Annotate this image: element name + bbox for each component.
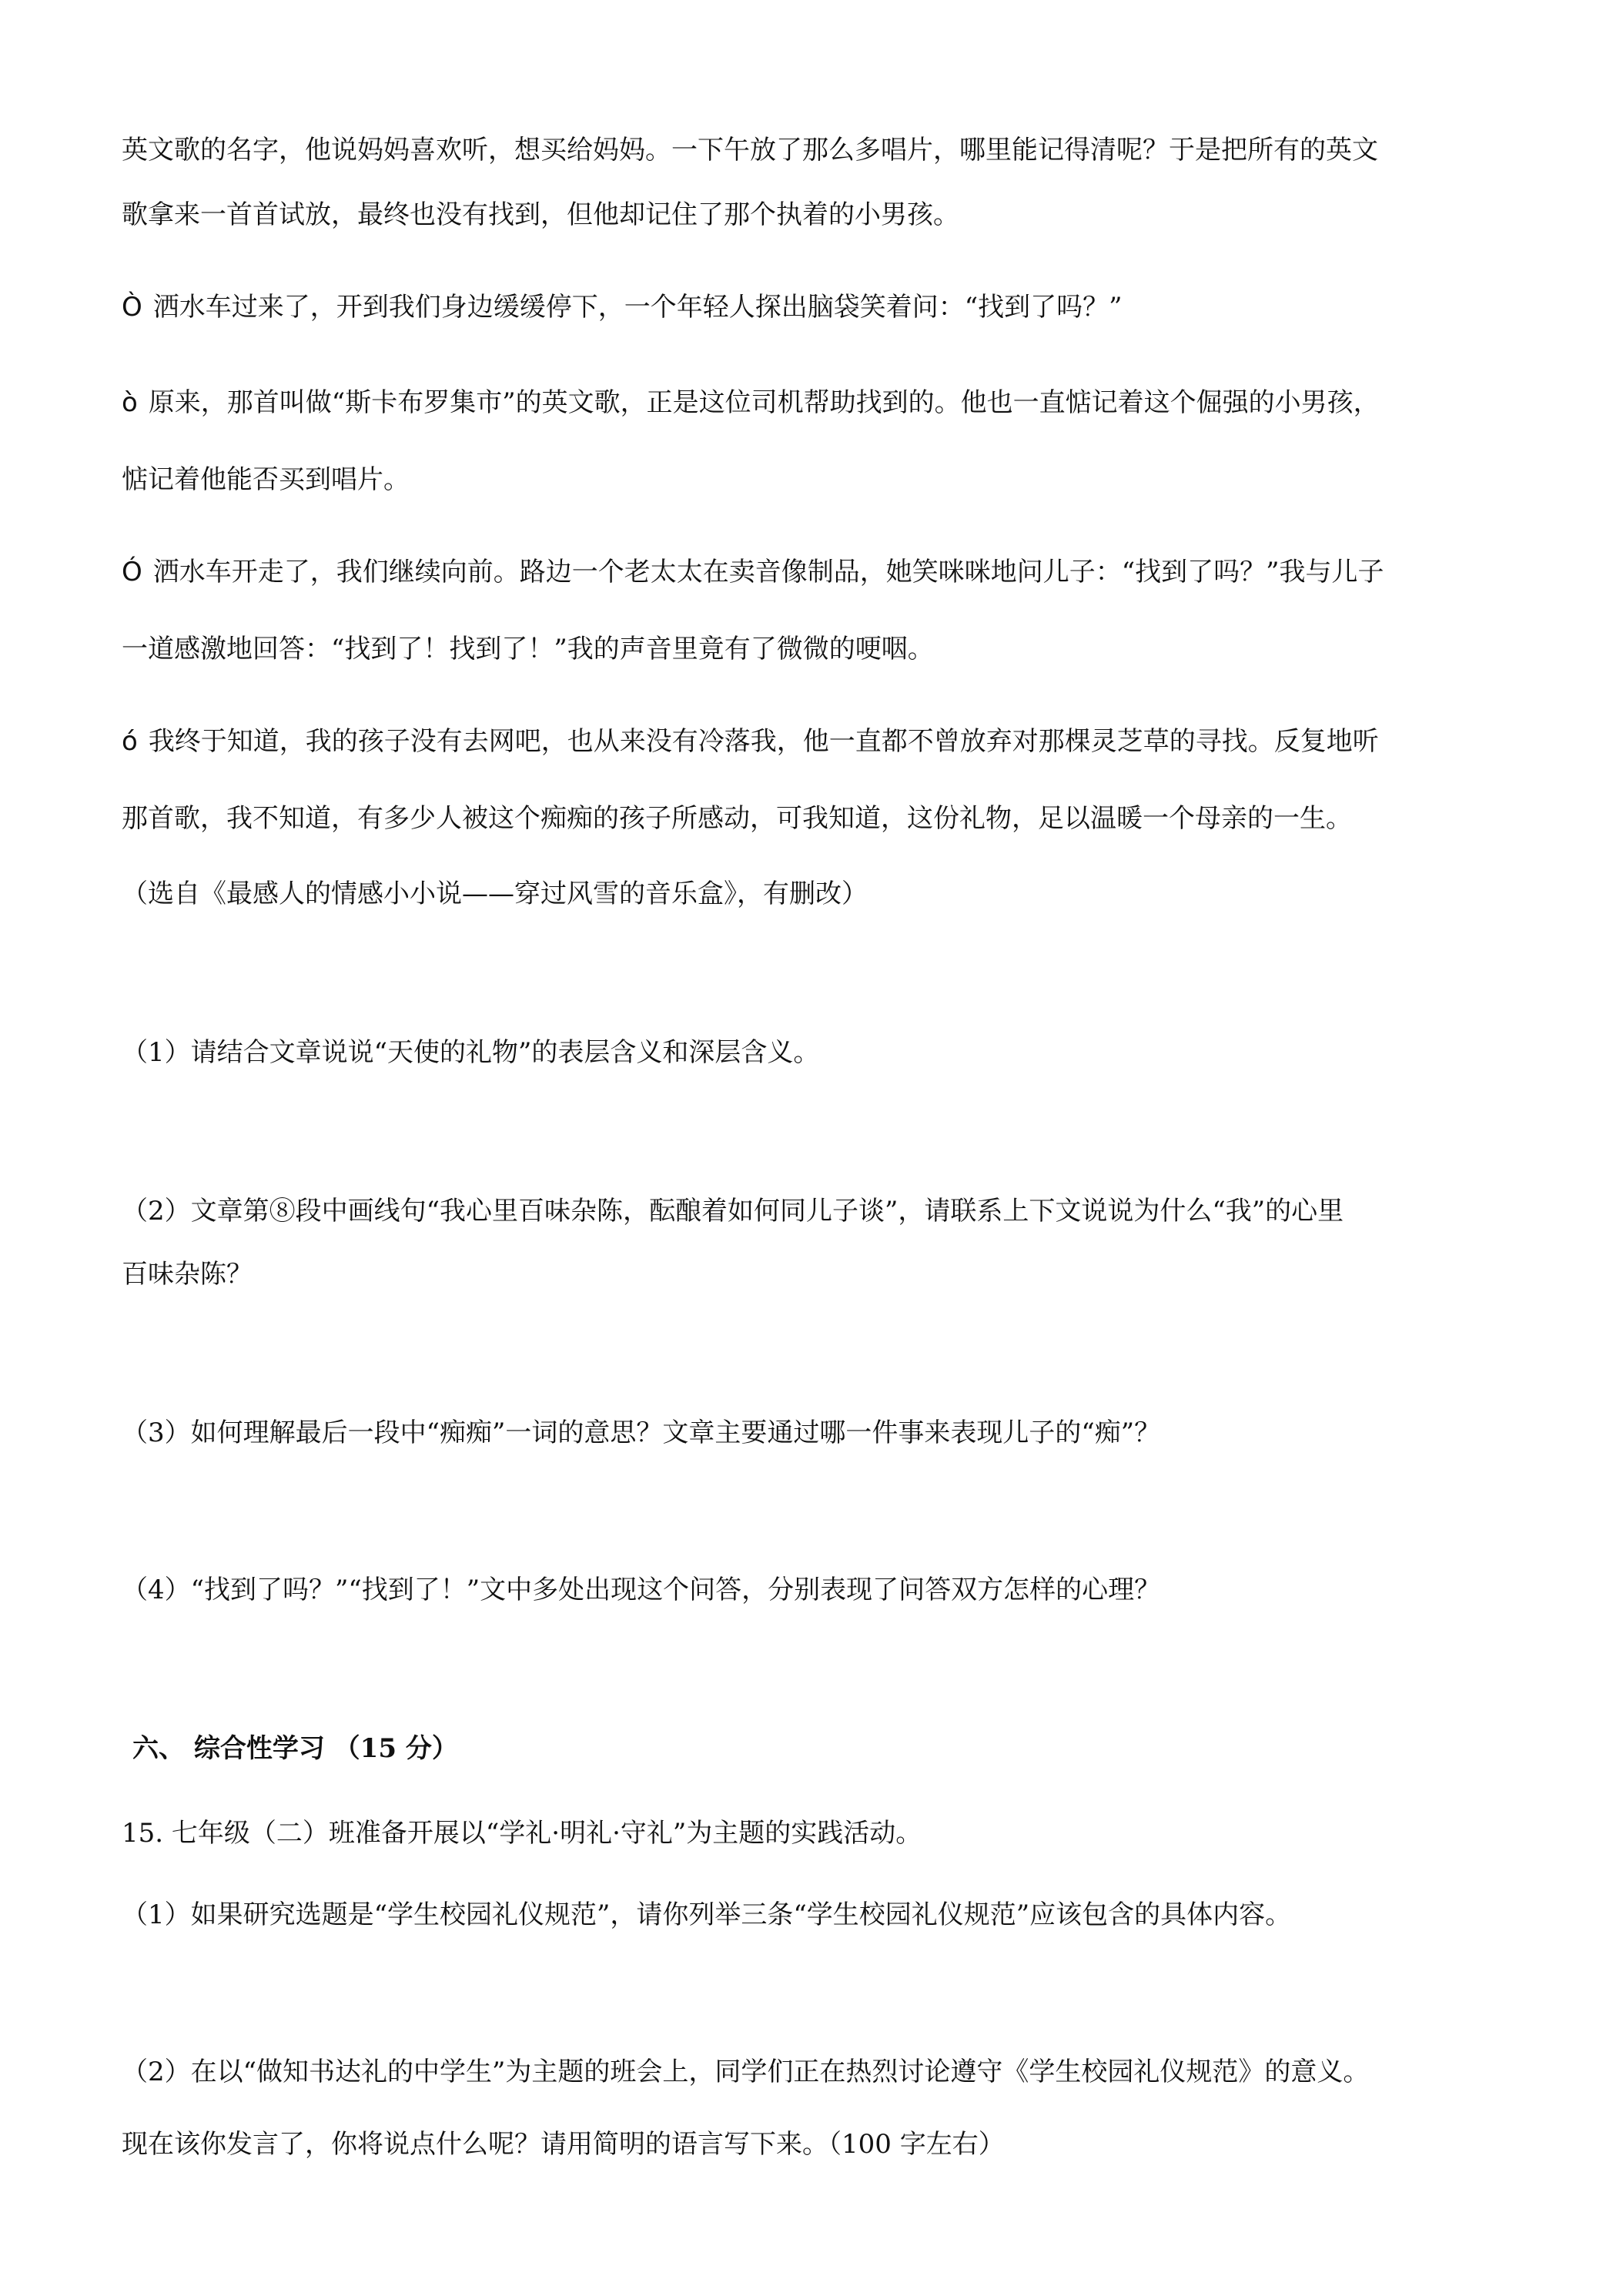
question-4: （4）“找到了吗？”“找到了！”文中多处出现这个问答，分别表现了问答双方怎样的心理？: [122, 1575, 1161, 1605]
paragraph-15-line-2: 一道感激地回答：“找到了！找到了！”我的声音里竟有了微微的哽咽。: [122, 634, 934, 664]
paragraph-13: [122, 292, 1123, 323]
paragraph-text: 洒水车开走了，我们继续向前。路边一个老太太在卖音像制品，她笑咪咪地问儿子：“找到了吗？”我与儿子: [152, 557, 1384, 587]
question-15-1: （1）如果研究选题是“学生校园礼仪规范”，请你列举三条“学生校园礼仪规范”应该包含的具体内容。: [122, 1899, 1292, 1930]
paragraph-text: 原来，那首叫做“斯卡布罗集市”的英文歌，正是这位司机帮助找到的。他也一直惦记着这个倔强的小男孩，: [148, 387, 1380, 418]
question-15-2-line-2: 现在该你发言了，你将说点什么呢？请用简明的语言写下来。（100 字左右）: [122, 2129, 1005, 2160]
question-15: 15. 七年级（二）班准备开展以“学礼·明礼·守礼”为主题的实践活动。: [122, 1818, 922, 1849]
question-2-line-2: 百味杂陈？: [122, 1259, 253, 1290]
paragraph-16-line-2: 那首歌，我不知道，有多少人被这个痴痴的孩子所感动，可我知道，这份礼物，足以温暖一个母亲的一生。: [122, 803, 1352, 834]
question-15-2-line-1: （2）在以“做知书达礼的中学生”为主题的班会上，同学们正在热烈讨论遵守《学生校园礼仪规范》的意义。: [122, 2057, 1370, 2087]
paragraph-15-line-1: [122, 559, 1384, 585]
paragraph-14-line-1: [122, 387, 1380, 418]
paragraph-number: Ò: [122, 292, 142, 323]
paragraph-number: ò: [122, 387, 138, 418]
paragraph-14-line-2: 惦记着他能否买到唱片。: [122, 464, 410, 495]
paragraph-text: 我终于知道，我的孩子没有去网吧，也从来没有冷落我，他一直都不曾放弃对那棵灵芝草的寻找。反复地听: [148, 726, 1379, 757]
paragraph-intro-line-2: 歌拿来一首首试放，最终也没有找到，但他却记住了那个执着的小男孩。: [122, 199, 959, 230]
section-heading: 六、 综合性学习 （15 分）: [132, 1733, 458, 1764]
paragraph-number: Ó: [122, 557, 142, 587]
question-1: （1）请结合文章说说“天使的礼物”的表层含义和深层含义。: [122, 1037, 820, 1068]
question-3: （3）如何理解最后一段中“痴痴”一词的意思？文章主要通过哪一件事来表现儿子的“痴”？: [122, 1417, 1161, 1448]
paragraph-text: 洒水车过来了，开到我们身边缓缓停下，一个年轻人探出脑袋笑着问：“找到了吗？”: [152, 292, 1123, 323]
paragraph-intro-line-1: 英文歌的名字，他说妈妈喜欢听，想买给妈妈。一下午放了那么多唱片，哪里能记得清呢？于是把所有的英文: [122, 135, 1378, 166]
question-2-line-1: （2）文章第⑧段中画线句“我心里百味杂陈，酝酿着如何同儿子谈”，请联系上下文说说为什么“我”的心里: [122, 1196, 1344, 1227]
paragraph-number: ó: [122, 726, 138, 757]
paragraph-16-line-1: [122, 728, 1379, 755]
passage-source: （选自《最感人的情感小小说——穿过风雪的音乐盒》，有删改）: [122, 879, 868, 909]
